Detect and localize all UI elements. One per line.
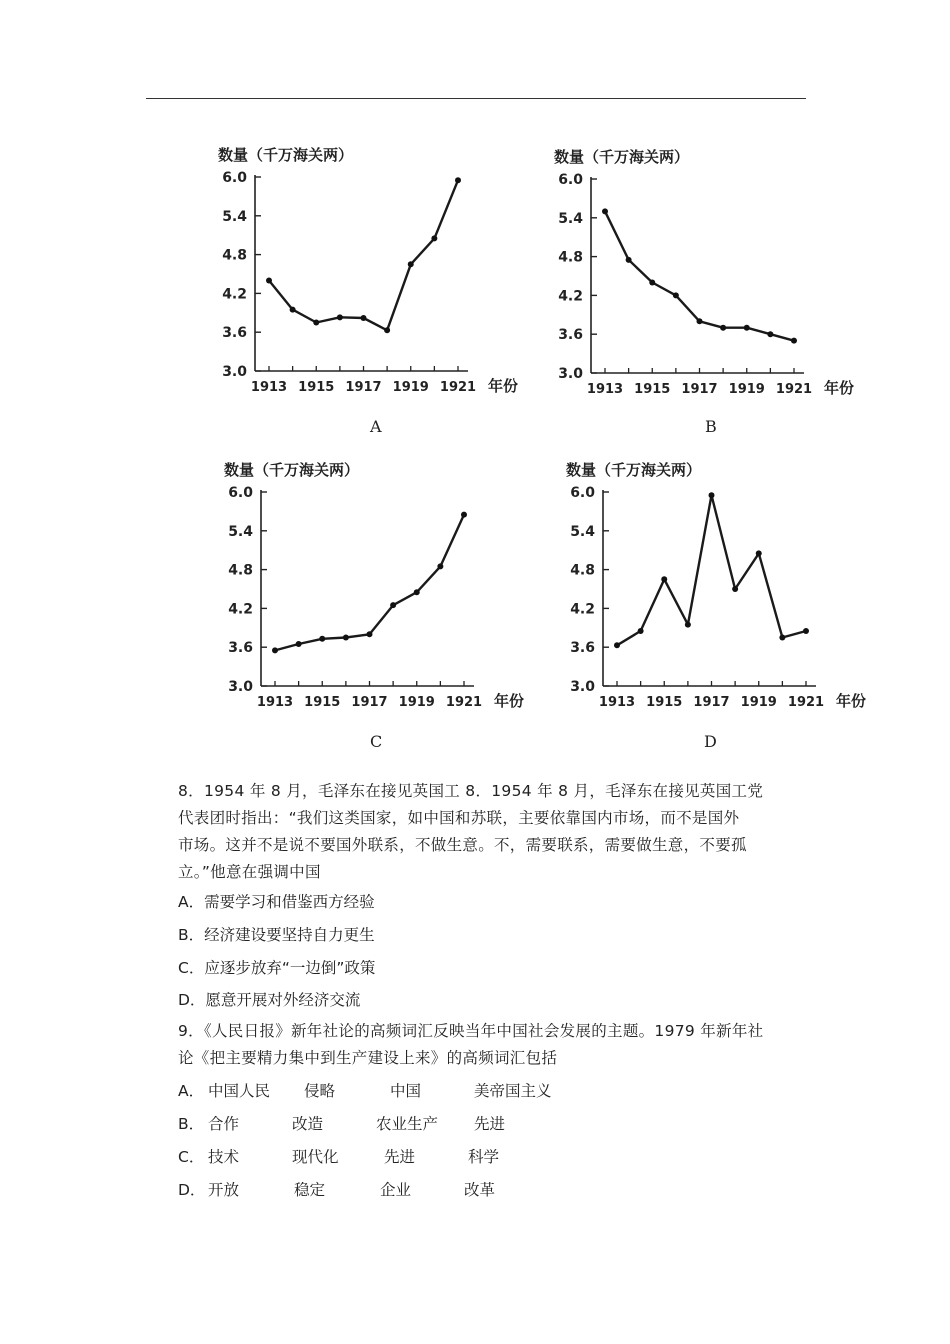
x-axis-label: 年份 (824, 379, 855, 397)
series-line (275, 515, 464, 651)
data-point (461, 512, 467, 518)
data-point (614, 642, 620, 648)
y-tick-label: 4.2 (558, 288, 583, 305)
chart-c-svg (206, 455, 536, 725)
y-tick-label: 3.0 (222, 364, 247, 380)
y-tick-label: 3.0 (558, 366, 583, 382)
y-tick-label: 4.2 (570, 601, 595, 618)
y-tick-label: 4.8 (222, 247, 247, 264)
x-tick-label: 1913 (598, 695, 636, 710)
data-point (756, 550, 762, 556)
data-point (709, 492, 715, 498)
y-tick-label: 6.0 (570, 485, 595, 501)
option-word: 改造 (292, 1115, 324, 1133)
data-point (803, 628, 809, 634)
y-axis-label: 数量（千万海关两） (224, 461, 360, 479)
y-axis-label: 数量（千万海关两） (566, 461, 702, 479)
question-8-line-3: 市场。这并不是说不要国外联系，不做生意。不，需要联系，需要做生意，不要孤 (178, 836, 747, 854)
y-axis-label: 数量（千万海关两） (218, 146, 354, 164)
x-tick-label: 1919 (740, 695, 777, 710)
question-8-stem (178, 778, 808, 886)
data-point (343, 635, 349, 641)
y-tick-label: 5.4 (570, 523, 595, 540)
y-tick-label: 3.6 (228, 640, 253, 657)
x-tick-label: 1915 (298, 380, 335, 395)
data-point (697, 318, 703, 324)
data-point (744, 325, 750, 331)
chart-d-caption: D (704, 732, 717, 751)
data-point (390, 602, 396, 608)
option-word: 现代化 (292, 1148, 339, 1166)
question-8-option-c: C．应逐步放弃“一边倒”政策 (178, 959, 376, 977)
data-point (638, 628, 644, 634)
x-tick-label: 1919 (728, 382, 765, 397)
question-8-line-4: 立。”他意在强调中国 (178, 863, 321, 881)
option-word: 美帝国主义 (474, 1082, 552, 1100)
y-tick-label: 5.4 (222, 208, 247, 225)
question-9-option-d (178, 1178, 778, 1200)
option-label: A． (178, 1082, 205, 1100)
header-rule (146, 98, 806, 99)
x-axis-label: 年份 (488, 377, 519, 395)
data-point (337, 314, 343, 320)
data-point (661, 576, 667, 582)
series-line (269, 180, 458, 330)
option-word: 先进 (384, 1148, 416, 1166)
y-tick-label: 3.0 (228, 679, 253, 695)
chart-c-caption: C (370, 732, 383, 751)
data-point (296, 641, 302, 647)
option-label: C． (178, 1148, 205, 1166)
series-line (617, 495, 806, 645)
x-tick-label: 1917 (345, 380, 382, 395)
data-point (455, 177, 461, 183)
data-point (673, 292, 679, 298)
chart-a (200, 140, 530, 410)
y-tick-label: 3.0 (570, 679, 595, 695)
x-tick-label: 1917 (681, 382, 718, 397)
data-point (266, 277, 272, 283)
option-word: 技术 (208, 1148, 240, 1166)
x-axis-label: 年份 (836, 692, 867, 710)
data-point (367, 631, 373, 637)
question-9-line-2: 论《把主要精力集中到生产建设上来》的高频词汇包括 (178, 1049, 558, 1067)
x-tick-label: 1915 (634, 382, 671, 397)
x-tick-label: 1915 (646, 695, 683, 710)
y-tick-label: 4.2 (228, 601, 253, 618)
x-axis-label: 年份 (494, 692, 525, 710)
data-point (791, 338, 797, 344)
chart-b-svg (536, 142, 866, 412)
x-tick-label: 1913 (586, 382, 624, 397)
x-tick-label: 1913 (250, 380, 288, 395)
y-tick-label: 5.4 (558, 210, 583, 227)
data-point (720, 325, 726, 331)
option-word: 先进 (474, 1115, 506, 1133)
x-tick-label: 1917 (351, 695, 388, 710)
data-point (408, 261, 414, 267)
x-tick-label: 1919 (398, 695, 435, 710)
x-tick-label: 1913 (256, 695, 294, 710)
data-point (361, 315, 367, 321)
data-point (384, 327, 390, 333)
option-word: 开放 (208, 1181, 240, 1199)
option-word: 稳定 (294, 1181, 326, 1199)
chart-c (206, 455, 536, 725)
question-9-line-1: 9．《人民日报》新年社论的高频词汇反映当年中国社会发展的主题。1979 年新年社 (178, 1022, 764, 1040)
y-tick-label: 3.6 (570, 640, 595, 657)
question-9-option-a (178, 1079, 778, 1101)
data-point (272, 647, 278, 653)
option-word: 农业生产 (376, 1115, 439, 1133)
data-point (319, 636, 325, 642)
option-label: B． (178, 1115, 205, 1133)
question-9-stem (178, 1018, 808, 1072)
y-tick-label: 4.8 (558, 249, 583, 266)
y-tick-label: 5.4 (228, 523, 253, 540)
question-8-option-d: D．愿意开展对外经济交流 (178, 991, 361, 1009)
question-8-line-2: 代表团时指出：“我们这类国家，如中国和苏联，主要依靠国内市场，而不是国外 (178, 809, 740, 827)
y-tick-label: 3.6 (222, 325, 247, 342)
y-tick-label: 3.6 (558, 327, 583, 344)
y-tick-label: 4.8 (228, 562, 253, 579)
y-tick-label: 4.2 (222, 286, 247, 303)
option-word: 侵略 (304, 1082, 336, 1100)
data-point (732, 586, 738, 592)
question-8-line-1: 8．1954 年 8 月，毛泽东在接见英国工 8．1954 年 8 月，毛泽东在接见英国工党 (178, 782, 764, 800)
option-word: 中国人民 (208, 1082, 271, 1100)
option-word: 改革 (464, 1181, 496, 1199)
y-tick-label: 6.0 (558, 172, 583, 188)
chart-a-svg (200, 140, 530, 410)
x-tick-label: 1921 (439, 380, 477, 395)
data-point (602, 208, 608, 214)
y-tick-label: 6.0 (228, 485, 253, 501)
chart-b-caption: B (705, 417, 717, 436)
chart-d-svg (548, 455, 878, 725)
y-axis-label: 数量（千万海关两） (554, 148, 690, 166)
question-9-option-c (178, 1145, 778, 1167)
question-9-option-b (178, 1112, 778, 1134)
x-tick-label: 1921 (787, 695, 825, 710)
option-word: 科学 (468, 1148, 500, 1166)
data-point (626, 257, 632, 263)
data-point (649, 279, 655, 285)
question-8-option-a: A．需要学习和借鉴西方经验 (178, 893, 375, 911)
data-point (290, 307, 296, 313)
data-point (767, 331, 773, 337)
chart-d (548, 455, 878, 725)
data-point (313, 320, 319, 326)
option-word: 企业 (380, 1181, 412, 1199)
x-tick-label: 1921 (775, 382, 813, 397)
option-word: 中国 (390, 1082, 422, 1100)
option-label: D． (178, 1181, 206, 1199)
question-8-option-b: B．经济建设要坚持自力更生 (178, 926, 375, 944)
x-tick-label: 1917 (693, 695, 730, 710)
y-tick-label: 6.0 (222, 170, 247, 186)
option-word: 合作 (208, 1115, 240, 1133)
x-tick-label: 1921 (445, 695, 483, 710)
data-point (437, 563, 443, 569)
x-tick-label: 1915 (304, 695, 341, 710)
chart-a-caption: A (370, 417, 382, 436)
y-tick-label: 4.8 (570, 562, 595, 579)
data-point (431, 235, 437, 241)
chart-b (536, 142, 866, 412)
data-point (685, 622, 691, 628)
data-point (414, 589, 420, 595)
data-point (779, 635, 785, 641)
x-tick-label: 1919 (392, 380, 429, 395)
